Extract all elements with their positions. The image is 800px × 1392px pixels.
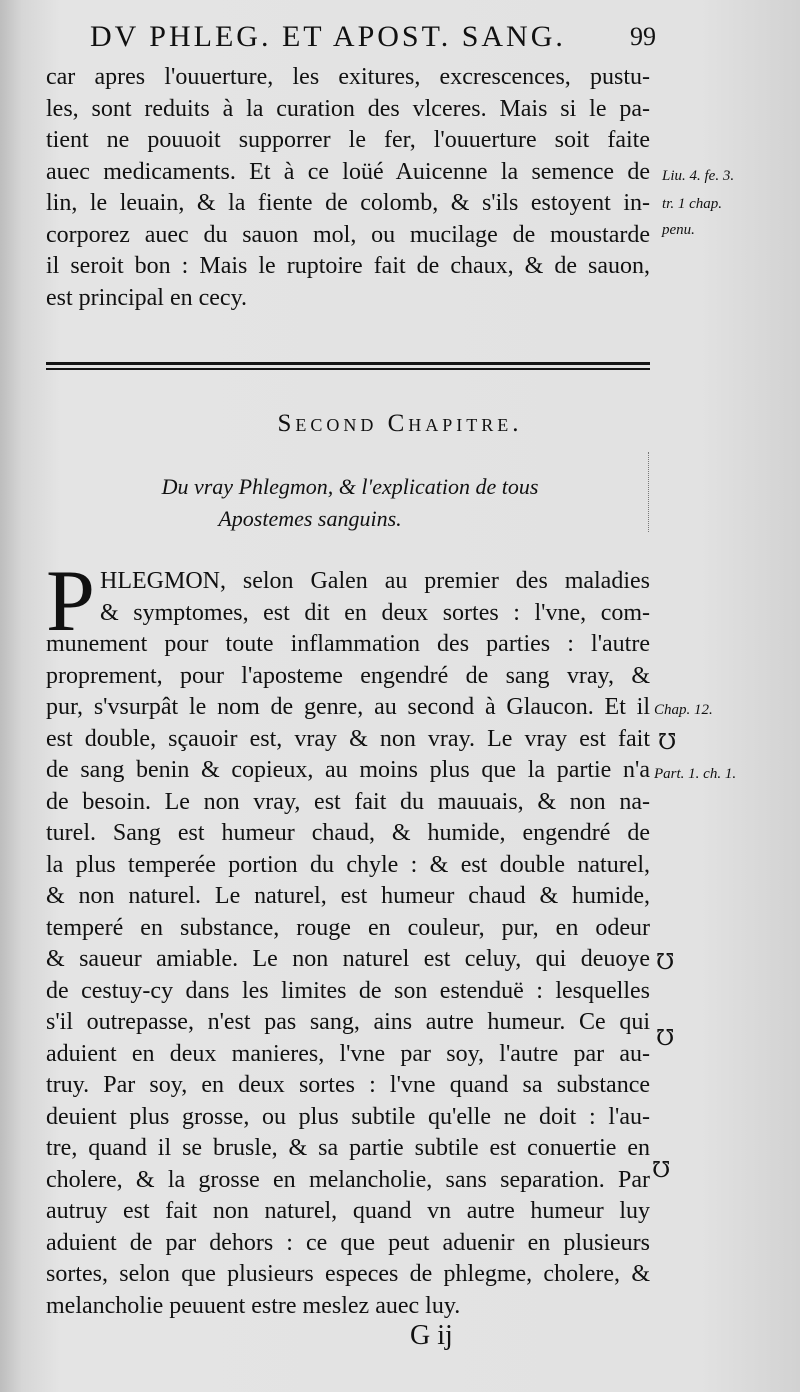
text-line: s'il outrepasse, n'est pas sang, ains autre humeur. Ce qui bbox=[46, 1009, 650, 1035]
margin-symbol-icon: ℧ bbox=[658, 730, 677, 755]
text-line: deuient plus grosse, ou plus subtile qu'elle ne doit : l'au- bbox=[46, 1103, 650, 1130]
text-line: est double, sçauoir est, vray & non vray. Le vray est fait bbox=[46, 725, 650, 752]
margin-symbol-icon: ℧ bbox=[656, 950, 675, 975]
text-line: HLEGMON, selon Galen au premier des maladies bbox=[100, 568, 650, 594]
text-line: aduient en deux manieres, l'vne par soy, l'autre par au- bbox=[46, 1040, 650, 1067]
chapter-subtitle-line: Du vray Phlegmon, & l'explication de tous bbox=[161, 474, 539, 499]
text-line: lin, le leuain, & la fiente de colomb, & s'ils estoyent in- bbox=[46, 190, 650, 216]
text-line: pur, s'vsurpât le nom de genre, au second à Glaucon. Et il bbox=[46, 694, 650, 720]
drop-cap: P bbox=[46, 553, 95, 650]
top-paragraph bbox=[46, 62, 650, 314]
text-line: les, sont reduits à la curation des vlceres. Mais si le pa- bbox=[46, 95, 650, 122]
margin-note-penu: penu. bbox=[662, 222, 695, 238]
main-paragraph bbox=[46, 629, 650, 1322]
page-edge-shadow bbox=[648, 452, 661, 532]
chapter-title: Second Chapitre. bbox=[277, 410, 523, 437]
margin-note-liu: Liu. 4. fe. 3. bbox=[662, 168, 735, 184]
margin-note-tr: tr. 1 chap. bbox=[662, 196, 722, 212]
text-line: de sang benin & copieux, au moins plus que la partie n'a bbox=[46, 757, 650, 783]
text-line: corporez auec du sauon mol, ou mucilage de moustarde bbox=[46, 221, 650, 248]
text-line: temperé en substance, rouge en couleur, pur, en odeur bbox=[46, 914, 650, 941]
margin-symbol-icon: ℧ bbox=[656, 1026, 675, 1051]
text-line: turel. Sang est humeur chaud, & humide, engendré de bbox=[46, 820, 650, 846]
text-line: de besoin. Le non vray, est fait du mauuais, & non na- bbox=[46, 788, 650, 815]
signature-mark: G ij bbox=[410, 1320, 453, 1351]
text-line: la plus temperée portion du chyle : & est double naturel, bbox=[46, 851, 650, 878]
divider-rule bbox=[46, 368, 650, 370]
margin-note-chap12: Chap. 12. bbox=[654, 702, 713, 718]
text-line: aduient de par dehors : ce que peut aduenir en plusieurs bbox=[46, 1229, 650, 1256]
text-line: autruy est fait non naturel, quand vn autre humeur luy bbox=[46, 1198, 650, 1224]
text-line: tre, quand il se brusle, & sa partie subtile est conuertie en bbox=[46, 1135, 650, 1161]
text-line: est principal en cecy. bbox=[46, 284, 248, 311]
text-line: de cestuy-cy dans les limites de son estenduë : lesquelles bbox=[46, 977, 650, 1004]
text-line: il seroit bon : Mais le ruptoire fait de chaux, & de sauon, bbox=[46, 253, 650, 279]
text-line: car apres l'ouuerture, les exitures, excrescences, pustu- bbox=[46, 64, 650, 90]
text-line: & saueur amiable. Le non naturel est celuy, qui deuoye bbox=[46, 946, 650, 972]
text-line: tient ne pouuoit supporrer le fer, l'ouuerture soit faite bbox=[46, 127, 650, 153]
text-line: cholere, & la grosse en melancholie, sans separation. Par bbox=[46, 1166, 650, 1193]
text-line: munement pour toute inflammation des parties : l'autre bbox=[46, 631, 650, 657]
text-line: truy. Par soy, en deux sortes : l'vne quand sa substance bbox=[46, 1072, 650, 1098]
main-paragraph-opening bbox=[100, 566, 650, 629]
section-divider bbox=[46, 362, 650, 373]
page-number: 99 bbox=[630, 22, 656, 51]
text-line: & symptomes, est dit en deux sortes : l'vne, com- bbox=[100, 599, 650, 626]
margin-note-part: Part. 1. ch. 1. bbox=[654, 766, 737, 782]
running-title: DV PHLEG. ET APOST. SANG. bbox=[90, 20, 566, 53]
text-line: melancholie peuuent estre meslez auec luy. bbox=[46, 1292, 461, 1319]
chapter-subtitle-line: Apostemes sanguins. bbox=[218, 506, 402, 531]
divider-rule bbox=[46, 362, 650, 365]
margin-symbol-icon: ℧ bbox=[652, 1158, 671, 1183]
text-line: & non naturel. Le naturel, est humeur chaud & humide, bbox=[46, 883, 650, 909]
text-line: auec medicaments. Et à ce loüé Auicenne la semence de bbox=[46, 158, 650, 185]
text-line: sortes, selon que plusieurs especes de phlegme, cholere, & bbox=[46, 1261, 650, 1287]
running-header bbox=[90, 20, 656, 60]
text-line: proprement, pour l'aposteme engendré de sang vray, & bbox=[46, 662, 650, 689]
